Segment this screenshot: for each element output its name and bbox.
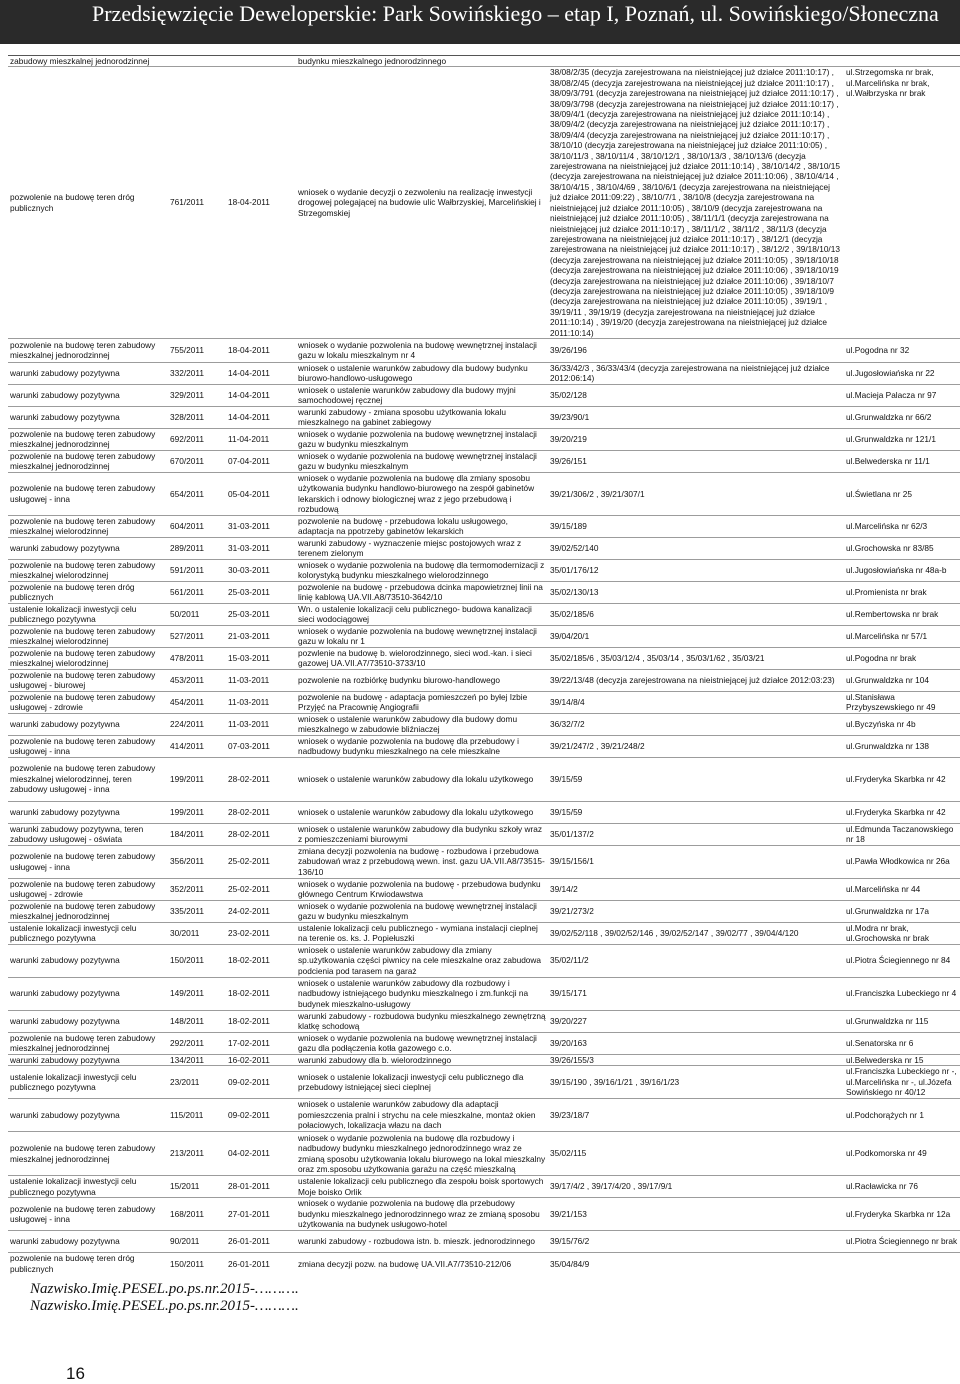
request-description-cell: pozwolenie na budowę - przebudowa lokalu usługowego, adaptacja na ppotrzeby gabinetów lekarskich: [296, 515, 548, 537]
request-description-cell: pozwolenie na budowę - adaptacja pomieszczeń po byłej Izbie Przyjęć na Pracownię Angiografii: [296, 691, 548, 713]
decision-number-cell: 454/2011: [168, 691, 226, 713]
table-row: [8, 1198, 960, 1231]
decision-type-cell: warunki zabudowy pozytywna: [8, 1010, 168, 1032]
address-cell: ul.Modra nr brak, ul.Grochowska nr brak: [844, 922, 960, 944]
decision-date-cell: 23-02-2011: [226, 922, 296, 944]
table-row: [8, 1010, 960, 1032]
address-cell: ul.Macieja Palacza nr 97: [844, 384, 960, 406]
plot-numbers-cell: 39/15/59: [548, 757, 844, 801]
plot-numbers-cell: 36/33/42/3 , 36/33/43/4 (decyzja zarejestrowana na nieistniejącej już działce 2012:06:14): [548, 362, 844, 384]
plot-numbers-cell: 39/21/273/2: [548, 900, 844, 922]
plot-numbers-cell: 39/23/90/1: [548, 406, 844, 428]
decision-date-cell: 07-03-2011: [226, 735, 296, 757]
table-row: [8, 1066, 960, 1099]
table-row: [8, 845, 960, 878]
decision-type-cell: pozwolenie na budowę teren dróg publicznych: [8, 1253, 168, 1275]
request-description-cell: wniosek o ustalenie warunków zabudowy dla budynku szkoły wraz z pomieszczeniami biurowymi: [296, 823, 548, 845]
decision-type-cell: pozwolenie na budowę teren zabudowy mieszkalnej wielorodzinnej: [8, 647, 168, 669]
address-cell: ul.Belwederska nr 11/1: [844, 450, 960, 472]
decision-date-cell: 28-02-2011: [226, 801, 296, 823]
request-description-cell: wniosek o ustalenie warunków zabudowy dla lokalu użytkowego: [296, 757, 548, 801]
plot-numbers-cell: 38/08/2/35 (decyzja zarejestrowana na nieistniejącej już działce 2011:10:17) , 38/08/2/45 (decyzja zarejestrowana na nieistniejącej już działce 2011:10:17) , 38/09/3/791 (decyzja zarejestrowana na nieistniejącej już działce 2011:10:17) , 38/09/3/798 (decyzja zarejestrowana na nieistniejącej już działce 2011:10:17) , 38/09/4/1 (decyzja zarejestrowana na nieistniejącej już działce 2011:10:14) , 38/09/4/2 (decyzja zarejestrowana na nieistniejącej już działce 2011:10:17) , 38/09/4/4 (decyzja zarejestrowana na nieistniejącej już działce 2011:10:17) , 38/10/10 (decyzja zarejestrowana na nieistniejącej już działce 2011:10:05) , 38/10/11/3 , 38/10/11/4 , 38/10/12/1 , 38/10/13/3 , 38/10/13/6 (decyzja zarejestrowana na nieistniejącej już działce 2011:10:14) , 38/10/14/2 , 38/10/15 (decyzja zarejestrowana na nieistniejącej już działce 2011:10:06) , 38/10/4/14 , 38/10/4/15 , 38/10/4/69 , 38/10/6/1 (decyzja zarejestrowana na nieistniejącej już działce 2011:09:22) , 38/10/7/1 , 38/10/8 (decyzja zarejestrowana na nieistniejącej już działce 2011:10:05) , 38/10/9 (decyzja zarejestrowana na nieistniejącej już działce 2011:10:05) , 38/11/1/1 (decyzja zarejestrowana na nieistniejącej już działce 2011:10:17) , 38/11/1/2 , 38/11/2 , 38/11/3 (decyzja zarejestrowana na nieistniejącej już działce 2011:10:17) , 38/12/1 (decyzja zarejestrowana na nieistniejącej już działce 2011:10:17) , 38/12/2 , 39/18/10/13 (decyzja zarejestrowana na nieistniejącej już działce 2011:10:05) , 39/18/10/18 (decyzja zarejestrowana na nieistniejącej już działce 2011:10:06) , 39/18/10/19 (decyzja zarejestrowana na nieistniejącej już działce 2011:10:06) , 39/18/10/7 (decyzja zarejestrowana na nieistniejącej już działce 2011:10:05) , 39/18/10/9 (decyzja zarejestrowana na nieistniejącej już działce 2011:10:05) , 39/19/1 , 39/19/11 , 39/19/19 (decyzja zarejestrowana na nieistniejącej już działce 2011:10:14) , 39/19/20 (decyzja zarejestrowana na nieistniejącej już działce 2011:10:14): [548, 67, 844, 339]
decision-type-cell: warunki zabudowy pozytywna: [8, 1231, 168, 1253]
decision-type-cell: ustalenie lokalizacji inwestycji celu publicznego pozytywna: [8, 1176, 168, 1198]
decision-date-cell: 28-02-2011: [226, 757, 296, 801]
plot-numbers-cell: 39/14/8/4: [548, 691, 844, 713]
decision-number-cell: 329/2011: [168, 384, 226, 406]
address-cell: ul.Pogodna nr 32: [844, 338, 960, 362]
decision-number-cell: 289/2011: [168, 537, 226, 559]
address-cell: ul.Grunwaldzka nr 121/1: [844, 428, 960, 450]
plot-numbers-cell: 39/02/52/140: [548, 537, 844, 559]
footer-signature: [30, 1281, 299, 1315]
table-row: [8, 450, 960, 472]
decision-date-cell: 18-02-2011: [226, 944, 296, 977]
table-row: [8, 537, 960, 559]
decision-date-cell: 28-02-2011: [226, 823, 296, 845]
decision-type-cell: pozwolenie na budowę teren zabudowy mieszkalnej wielorodzinnej: [8, 559, 168, 581]
decision-date-cell: 31-03-2011: [226, 515, 296, 537]
table-row: [8, 647, 960, 669]
decision-number-cell: 755/2011: [168, 338, 226, 362]
decision-number-cell: 149/2011: [168, 977, 226, 1010]
decision-type-cell: pozwolenie na budowę teren dróg publicznych: [8, 67, 168, 339]
decision-type-cell: pozwolenie na budowę teren zabudowy mieszkalnej jednorodzinnej: [8, 338, 168, 362]
table-row: [8, 801, 960, 823]
table-row: [8, 406, 960, 428]
decision-date-cell: 17-02-2011: [226, 1032, 296, 1054]
decision-type-cell: warunki zabudowy pozytywna: [8, 406, 168, 428]
request-description-cell: wniosek o wydanie pozwolenia na budowę wewnętrznej instalacji gazu w budynku mieszkalnym: [296, 900, 548, 922]
decision-date-cell: 07-04-2011: [226, 450, 296, 472]
decision-number-cell: 692/2011: [168, 428, 226, 450]
decision-type-cell: pozwolenie na budowę teren zabudowy mieszkalnej wielorodzinnej, teren zabudowy usługowej - inna: [8, 757, 168, 801]
table-row: [8, 669, 960, 691]
decision-type-cell: pozwolenie na budowę teren zabudowy usługowej - zdrowie: [8, 691, 168, 713]
decision-type-cell: pozwolenie na budowę teren zabudowy mieszkalnej wielorodzinnej: [8, 625, 168, 647]
decision-type-cell: pozwolenie na budowę teren zabudowy usługowej - inna: [8, 472, 168, 515]
decision-type-cell: pozwolenie na budowę teren zabudowy usługowej - biurowej: [8, 669, 168, 691]
table-row: [8, 56, 960, 67]
table-row: [8, 559, 960, 581]
address-cell: ul.Piotra Ściegiennego nr 84: [844, 944, 960, 977]
decision-date-cell: 25-02-2011: [226, 845, 296, 878]
request-description-cell: pozwlenie na budowę b. wielorodzinnego, sieci wod.-kan. i sieci gazowej UA.VII.A7/73510-3733/10: [296, 647, 548, 669]
table-row: [8, 1231, 960, 1253]
table-row: [8, 1032, 960, 1054]
plot-numbers-cell: 39/26/196: [548, 338, 844, 362]
decision-number-cell: 30/2011: [168, 922, 226, 944]
plot-numbers-cell: 39/17/4/2 , 39/17/4/20 , 39/17/9/1: [548, 1176, 844, 1198]
address-cell: ul.Marcelińska nr 62/3: [844, 515, 960, 537]
decision-type-cell: warunki zabudowy pozytywna: [8, 362, 168, 384]
decision-date-cell: 27-01-2011: [226, 1198, 296, 1231]
decision-type-cell: warunki zabudowy pozytywna: [8, 537, 168, 559]
decision-type-cell: warunki zabudowy pozytywna: [8, 384, 168, 406]
plot-numbers-cell: 39/20/163: [548, 1032, 844, 1054]
decision-number-cell: [168, 56, 226, 67]
address-cell: ul.Pogodna nr brak: [844, 647, 960, 669]
address-cell: ul.Racławicka nr 76: [844, 1176, 960, 1198]
table-row: [8, 1054, 960, 1065]
address-cell: ul.Stanisława Przybyszewskiego nr 49: [844, 691, 960, 713]
request-description-cell: warunki zabudowy - rozbudowa budynku mieszkalnego zewnętrzną klatkę schodową: [296, 1010, 548, 1032]
address-cell: [844, 1253, 960, 1275]
plot-numbers-cell: 39/20/219: [548, 428, 844, 450]
header-title: Przedsięwzięcie Deweloperskie: Park Sowińskiego – etap I, Poznań, ul. Sowińskiego/Słoneczna: [92, 1, 939, 26]
decision-number-cell: 352/2011: [168, 878, 226, 900]
table-row: [8, 922, 960, 944]
request-description-cell: wniosek o wydanie decyzji o zezwoleniu na realizację inwestycji drogowej polegającej na budowie ulic Wałbrzyskiej, Marcelińskiej i Strzegomskiej: [296, 67, 548, 339]
document-header: [0, 0, 960, 44]
plot-numbers-cell: 35/02/115: [548, 1132, 844, 1176]
address-cell: ul.Grochowska nr 83/85: [844, 537, 960, 559]
request-description-cell: warunki zabudowy - zmiana sposobu użytkowania lokalu mieszkalnego na gabinet zabiegowy: [296, 406, 548, 428]
address-cell: ul.Grunwaldzka nr 17a: [844, 900, 960, 922]
table-row: [8, 603, 960, 625]
decision-number-cell: 335/2011: [168, 900, 226, 922]
decision-type-cell: warunki zabudowy pozytywna: [8, 944, 168, 977]
decision-date-cell: 18-02-2011: [226, 977, 296, 1010]
plot-numbers-cell: 35/02/185/6: [548, 603, 844, 625]
request-description-cell: zmiana decyzji pozw. na budowę UA.VII.A7/73510-212/06: [296, 1253, 548, 1275]
plot-numbers-cell: 35/01/176/12: [548, 559, 844, 581]
plot-numbers-cell: 39/02/52/118 , 39/02/52/146 , 39/02/52/147 , 39/02/77 , 39/04/4/120: [548, 922, 844, 944]
address-cell: ul.Podchorążych nr 1: [844, 1099, 960, 1132]
decision-type-cell: pozwolenie na budowę teren zabudowy mieszkalnej jednorodzinnej: [8, 900, 168, 922]
request-description-cell: zmiana decyzji pozwolenia na budowę - rozbudowa i przebudowa zabudowań wraz z przebudową wewn. inst. gazu UA.VII.A8/73515-136/10: [296, 845, 548, 878]
address-cell: ul.Grunwaldzka nr 66/2: [844, 406, 960, 428]
plot-numbers-cell: 39/15/76/2: [548, 1231, 844, 1253]
plot-numbers-cell: 39/26/151: [548, 450, 844, 472]
table-row: [8, 944, 960, 977]
request-description-cell: wniosek o wydanie pozwolenia na budowę wewnętrznej instalacji gazu w budynku mieszkalnym: [296, 428, 548, 450]
address-cell: ul.Marcelińska nr 44: [844, 878, 960, 900]
decision-number-cell: 224/2011: [168, 713, 226, 735]
request-description-cell: wniosek o wydanie pozwolenia na budowę dla przebudowy budynku mieszkalnego jednorodzinnego wraz ze zmianą sposobu użytkowania na budynek usługowo-hotel: [296, 1198, 548, 1231]
decision-type-cell: pozwolenie na budowę teren zabudowy usługowej - inna: [8, 1198, 168, 1231]
address-cell: ul.Senatorska nr 6: [844, 1032, 960, 1054]
decision-number-cell: 527/2011: [168, 625, 226, 647]
request-description-cell: warunki zabudowy - wyznaczenie miejsc postojowych wraz z terenem zielonym: [296, 537, 548, 559]
request-description-cell: pozwolenie na budowę - przebudowa dcinka mapowietrznej linii na linię kablową UA.VII.A8/73510-3642/10: [296, 581, 548, 603]
decision-type-cell: ustalenie lokalizacji inwestycji celu publicznego pozytywna: [8, 922, 168, 944]
plot-numbers-cell: 39/21/306/2 , 39/21/307/1: [548, 472, 844, 515]
decision-date-cell: 25-03-2011: [226, 581, 296, 603]
decision-date-cell: 31-03-2011: [226, 537, 296, 559]
decision-number-cell: 15/2011: [168, 1176, 226, 1198]
decision-number-cell: 168/2011: [168, 1198, 226, 1231]
address-cell: ul.Grunwaldzka nr 115: [844, 1010, 960, 1032]
plot-numbers-cell: 36/32/7/2: [548, 713, 844, 735]
request-description-cell: budynku mieszkalnego jednorodzinnego: [296, 56, 548, 67]
decision-type-cell: pozwolenie na budowę teren zabudowy mieszkalnej jednorodzinnej: [8, 1132, 168, 1176]
address-cell: ul.Jugosłowiańska nr 48a-b: [844, 559, 960, 581]
address-cell: ul.Fryderyka Skarbka nr 12a: [844, 1198, 960, 1231]
decision-number-cell: 328/2011: [168, 406, 226, 428]
address-cell: ul.Piotra Ściegiennego nr brak: [844, 1231, 960, 1253]
decision-date-cell: 14-04-2011: [226, 362, 296, 384]
decision-date-cell: 15-03-2011: [226, 647, 296, 669]
decision-type-cell: pozwolenie na budowę teren zabudowy mieszkalnej jednorodzinnej: [8, 1032, 168, 1054]
decision-date-cell: 11-04-2011: [226, 428, 296, 450]
decision-date-cell: 24-02-2011: [226, 900, 296, 922]
address-cell: ul.Marcelińska nr 57/1: [844, 625, 960, 647]
decision-date-cell: [226, 56, 296, 67]
footer-line-1: Nazwisko.Imię.PESEL.po.ps.nr.2015-……….: [30, 1281, 299, 1297]
table-row: [8, 472, 960, 515]
address-cell: ul.Promienista nr brak: [844, 581, 960, 603]
decision-number-cell: 23/2011: [168, 1066, 226, 1099]
decision-type-cell: ustalenie lokalizacji inwestycji celu publicznego pozytywna: [8, 603, 168, 625]
footer-line-2: Nazwisko.Imię.PESEL.po.ps.nr.2015-……….: [30, 1298, 299, 1314]
address-cell: ul.Świetlana nr 25: [844, 472, 960, 515]
decision-number-cell: 332/2011: [168, 362, 226, 384]
table-row: [8, 338, 960, 362]
decision-number-cell: 292/2011: [168, 1032, 226, 1054]
address-cell: ul.Grunwaldzka nr 104: [844, 669, 960, 691]
plot-numbers-cell: 39/23/18/7: [548, 1099, 844, 1132]
request-description-cell: wniosek o wydanie pozwolenia na budowę - przebudowa budynku głównego Centrum Krwiodawstwa: [296, 878, 548, 900]
address-cell: ul.Franciszka Lubeckiego nr -, ul.Marcelińska nr -, ul.Józefa Sowińskiego nr 40/12: [844, 1066, 960, 1099]
table-row: [8, 757, 960, 801]
decision-number-cell: 356/2011: [168, 845, 226, 878]
address-cell: ul.Byczyńska nr 4b: [844, 713, 960, 735]
address-cell: ul.Rembertowska nr brak: [844, 603, 960, 625]
decision-date-cell: 04-02-2011: [226, 1132, 296, 1176]
table-row: [8, 581, 960, 603]
decision-date-cell: 16-02-2011: [226, 1054, 296, 1065]
decision-type-cell: zabudowy mieszkalnej jednorodzinnej: [8, 56, 168, 67]
table-row: [8, 735, 960, 757]
request-description-cell: wniosek o ustalenie warunków zabudowy dla zmiany sp.użytkowania części piwnicy na cele mieszkalne oraz zabudowa podcienia pod tarasem na garaż: [296, 944, 548, 977]
decision-number-cell: 134/2011: [168, 1054, 226, 1065]
request-description-cell: warunki zabudowy - rozbudowa istn. b. mieszk. jednorodzinnego: [296, 1231, 548, 1253]
decision-number-cell: 654/2011: [168, 472, 226, 515]
request-description-cell: wniosek o wydanie pozwolenia na budowę dla termomodernizacji z kolorystyką budynku mieszkalnego wielorodzinnego: [296, 559, 548, 581]
address-cell: ul.Fryderyka Skarbka nr 42: [844, 757, 960, 801]
decision-number-cell: 148/2011: [168, 1010, 226, 1032]
table-row: [8, 713, 960, 735]
plot-numbers-cell: 35/02/185/6 , 35/03/12/4 , 35/03/14 , 35/03/1/62 , 35/03/21: [548, 647, 844, 669]
decision-date-cell: 28-01-2011: [226, 1176, 296, 1198]
decisions-table: [8, 55, 960, 1275]
decision-date-cell: 30-03-2011: [226, 559, 296, 581]
decision-date-cell: 11-03-2011: [226, 713, 296, 735]
address-cell: ul.Pawła Włodkowica nr 26a: [844, 845, 960, 878]
decision-date-cell: 18-04-2011: [226, 67, 296, 339]
request-description-cell: wniosek o wydanie pozwolenia na budowę wewnętrznej instalacji gazu w lokalu mieszkalnym nr 4: [296, 338, 548, 362]
decision-number-cell: 414/2011: [168, 735, 226, 757]
decision-date-cell: 25-03-2011: [226, 603, 296, 625]
request-description-cell: wniosek o ustalenie warunków zabudowy dla budowy budynku biurowo-handlowo-usługowego: [296, 362, 548, 384]
plot-numbers-cell: 35/02/128: [548, 384, 844, 406]
request-description-cell: wniosek o ustalenie warunków zabudowy dla budowy domu mieszkalnego w zabudowie bliźniaczej: [296, 713, 548, 735]
table-row: [8, 900, 960, 922]
plot-numbers-cell: 39/15/190 , 39/16/1/21 , 39/16/1/23: [548, 1066, 844, 1099]
request-description-cell: ustalenie lokalizacji celu publicznego dla zespołu boisk sportowych Moje boisko Orlik: [296, 1176, 548, 1198]
request-description-cell: wniosek o ustalenie lokalizacji inwestycji celu publicznego dla przebudowy istniejącej sieci cieplnej: [296, 1066, 548, 1099]
decision-number-cell: 115/2011: [168, 1099, 226, 1132]
request-description-cell: wniosek o ustalenie warunków zabudowy dla budowy myjni samochodowej ręcznej: [296, 384, 548, 406]
request-description-cell: Wn. o ustalenie lokalizacji celu publicznego- budowa kanalizacji sieci wodociągowej: [296, 603, 548, 625]
request-description-cell: ustalenie lokalizacji celu publicznego - wymiana instalacji cieplnej na terenie os. ks. J. Popiełuszki: [296, 922, 548, 944]
request-description-cell: wniosek o wydanie pozwolenia na budowę wewnętrznej instalacji gazu dla podłączenia kotła gazowego c.o.: [296, 1032, 548, 1054]
decision-date-cell: 18-04-2011: [226, 338, 296, 362]
decision-type-cell: pozwolenie na budowę teren zabudowy usługowej - zdrowie: [8, 878, 168, 900]
decision-date-cell: 26-01-2011: [226, 1253, 296, 1275]
request-description-cell: wniosek o wydanie pozwolenia na budowę dla zmiany sposobu użytkowania budynku handlowo-biurowego na zespół gabinetów lekarskich i odnowy biologicznej wraz z jego przebudową i rozbudową: [296, 472, 548, 515]
decision-number-cell: 591/2011: [168, 559, 226, 581]
plot-numbers-cell: 39/15/59: [548, 801, 844, 823]
table-row: [8, 67, 960, 339]
table-row: [8, 362, 960, 384]
request-description-cell: wniosek o ustalenie warunków zabudowy dla rozbudowy i nadbudowy istniejącego budynku mieszkalnego i zm.funkcji na budynek mieszkalno-usługowy: [296, 977, 548, 1010]
decision-number-cell: 670/2011: [168, 450, 226, 472]
request-description-cell: wniosek o wydanie pozwolenia na budowę wewnętrznej instalacji gazu w budynku mieszkalnym: [296, 450, 548, 472]
address-cell: ul.Franciszka Lubeckiego nr 4: [844, 977, 960, 1010]
table-row: [8, 1099, 960, 1132]
request-description-cell: wniosek o ustalenie warunków zabudowy dla lokalu użytkowego: [296, 801, 548, 823]
decision-date-cell: 14-04-2011: [226, 406, 296, 428]
address-cell: ul.Fryderyka Skarbka nr 42: [844, 801, 960, 823]
plot-numbers-cell: 39/04/20/1: [548, 625, 844, 647]
decision-type-cell: pozwolenie na budowę teren zabudowy mieszkalnej jednorodzinnej: [8, 450, 168, 472]
plot-numbers-cell: 39/14/2: [548, 878, 844, 900]
request-description-cell: wniosek o wydanie pozwolenia na budowę dla rozbudowy i nadbudowy budynku mieszkalnego jednorodzinnego wraz ze zmianą sposobu użytkowania lokalu biurowego na lokal mieszkalny oraz zm.sposobu użytkowania garażu na część mieszkalną: [296, 1132, 548, 1176]
plot-numbers-cell: 39/22/13/48 (decyzja zarejestrowana na nieistniejącej już działce 2012:03:23): [548, 669, 844, 691]
table-row: [8, 1132, 960, 1176]
decision-number-cell: 90/2011: [168, 1231, 226, 1253]
address-cell: ul.Belwederska nr 15: [844, 1054, 960, 1065]
request-description-cell: wniosek o ustalenie warunków zabudowy dla adaptacji pomieszczenia pralni i strychu na cele mieszkalne, montaż okien połaciowych, lokalizacja włazu na dach: [296, 1099, 548, 1132]
table-row: [8, 515, 960, 537]
decision-date-cell: 18-02-2011: [226, 1010, 296, 1032]
decision-number-cell: 478/2011: [168, 647, 226, 669]
decision-number-cell: 453/2011: [168, 669, 226, 691]
decision-number-cell: 150/2011: [168, 1253, 226, 1275]
decision-number-cell: 604/2011: [168, 515, 226, 537]
decision-type-cell: warunki zabudowy pozytywna: [8, 801, 168, 823]
address-cell: ul.Edmunda Taczanowskiego nr 18: [844, 823, 960, 845]
decision-type-cell: warunki zabudowy pozytywna: [8, 713, 168, 735]
page-number: 16: [66, 1364, 85, 1383]
decision-type-cell: pozwolenie na budowę teren zabudowy mieszkalnej wielorodzinnej: [8, 515, 168, 537]
decision-number-cell: 761/2011: [168, 67, 226, 339]
decision-type-cell: warunki zabudowy pozytywna: [8, 1099, 168, 1132]
decision-date-cell: 05-04-2011: [226, 472, 296, 515]
decision-date-cell: 21-03-2011: [226, 625, 296, 647]
plot-numbers-cell: 35/04/84/9: [548, 1253, 844, 1275]
plot-numbers-cell: 39/15/189: [548, 515, 844, 537]
decision-number-cell: 199/2011: [168, 757, 226, 801]
decision-type-cell: pozwolenie na budowę teren zabudowy mieszkalnej jednorodzinnej: [8, 428, 168, 450]
request-description-cell: wniosek o wydanie pozwolenia na budowę dla przebudowy i nadbudowy budynku mieszkalnego na cele mieszkalne: [296, 735, 548, 757]
request-description-cell: wniosek o wydanie pozwolenia na budowę wewnętrznej instalacji gazu w lokalu nr 1: [296, 625, 548, 647]
decision-date-cell: 26-01-2011: [226, 1231, 296, 1253]
decision-type-cell: pozwolenie na budowę teren dróg publicznych: [8, 581, 168, 603]
decision-number-cell: 150/2011: [168, 944, 226, 977]
decision-type-cell: warunki zabudowy pozytywna, teren zabudowy usługowej - oświata: [8, 823, 168, 845]
plot-numbers-cell: 39/15/156/1: [548, 845, 844, 878]
table-row: [8, 625, 960, 647]
address-cell: ul.Jugosłowiańska nr 22: [844, 362, 960, 384]
decision-type-cell: warunki zabudowy pozytywna: [8, 1054, 168, 1065]
table-row: [8, 691, 960, 713]
decision-number-cell: 199/2011: [168, 801, 226, 823]
plot-numbers-cell: [548, 56, 844, 67]
plot-numbers-cell: 39/21/153: [548, 1198, 844, 1231]
decision-type-cell: ustalenie lokalizacji inwestycji celu publicznego pozytywna: [8, 1066, 168, 1099]
request-description-cell: warunki zabudowy dla b. wielorodzinnego: [296, 1054, 548, 1065]
decision-date-cell: 09-02-2011: [226, 1099, 296, 1132]
decision-number-cell: 184/2011: [168, 823, 226, 845]
address-cell: [844, 56, 960, 67]
plot-numbers-cell: 35/02/11/2: [548, 944, 844, 977]
decision-type-cell: warunki zabudowy pozytywna: [8, 977, 168, 1010]
decision-number-cell: 561/2011: [168, 581, 226, 603]
decision-type-cell: pozwolenie na budowę teren zabudowy usługowej - inna: [8, 845, 168, 878]
decision-number-cell: 213/2011: [168, 1132, 226, 1176]
plot-numbers-cell: 39/15/171: [548, 977, 844, 1010]
decision-date-cell: 25-02-2011: [226, 878, 296, 900]
decision-type-cell: pozwolenie na budowę teren zabudowy usługowej - inna: [8, 735, 168, 757]
address-cell: ul.Grunwaldzka nr 138: [844, 735, 960, 757]
decision-number-cell: 50/2011: [168, 603, 226, 625]
decision-date-cell: 11-03-2011: [226, 669, 296, 691]
table-row: [8, 823, 960, 845]
table-row: [8, 428, 960, 450]
plot-numbers-cell: 35/01/137/2: [548, 823, 844, 845]
plot-numbers-cell: 35/02/130/13: [548, 581, 844, 603]
decision-date-cell: 09-02-2011: [226, 1066, 296, 1099]
address-cell: ul.Podkomorska nr 49: [844, 1132, 960, 1176]
table-row: [8, 878, 960, 900]
decision-date-cell: 14-04-2011: [226, 384, 296, 406]
table-row: [8, 1176, 960, 1198]
table-row: [8, 977, 960, 1010]
plot-numbers-cell: 39/26/155/3: [548, 1054, 844, 1065]
request-description-cell: pozwolenie na rozbiórkę budynku biurowo-handlowego: [296, 669, 548, 691]
plot-numbers-cell: 39/21/247/2 , 39/21/248/2: [548, 735, 844, 757]
address-cell: ul.Strzegomska nr brak, ul.Marcelińska nr brak, ul.Wałbrzyska nr brak: [844, 67, 960, 339]
plot-numbers-cell: 39/20/227: [548, 1010, 844, 1032]
table-row: [8, 384, 960, 406]
table-row: [8, 1253, 960, 1275]
decision-date-cell: 11-03-2011: [226, 691, 296, 713]
